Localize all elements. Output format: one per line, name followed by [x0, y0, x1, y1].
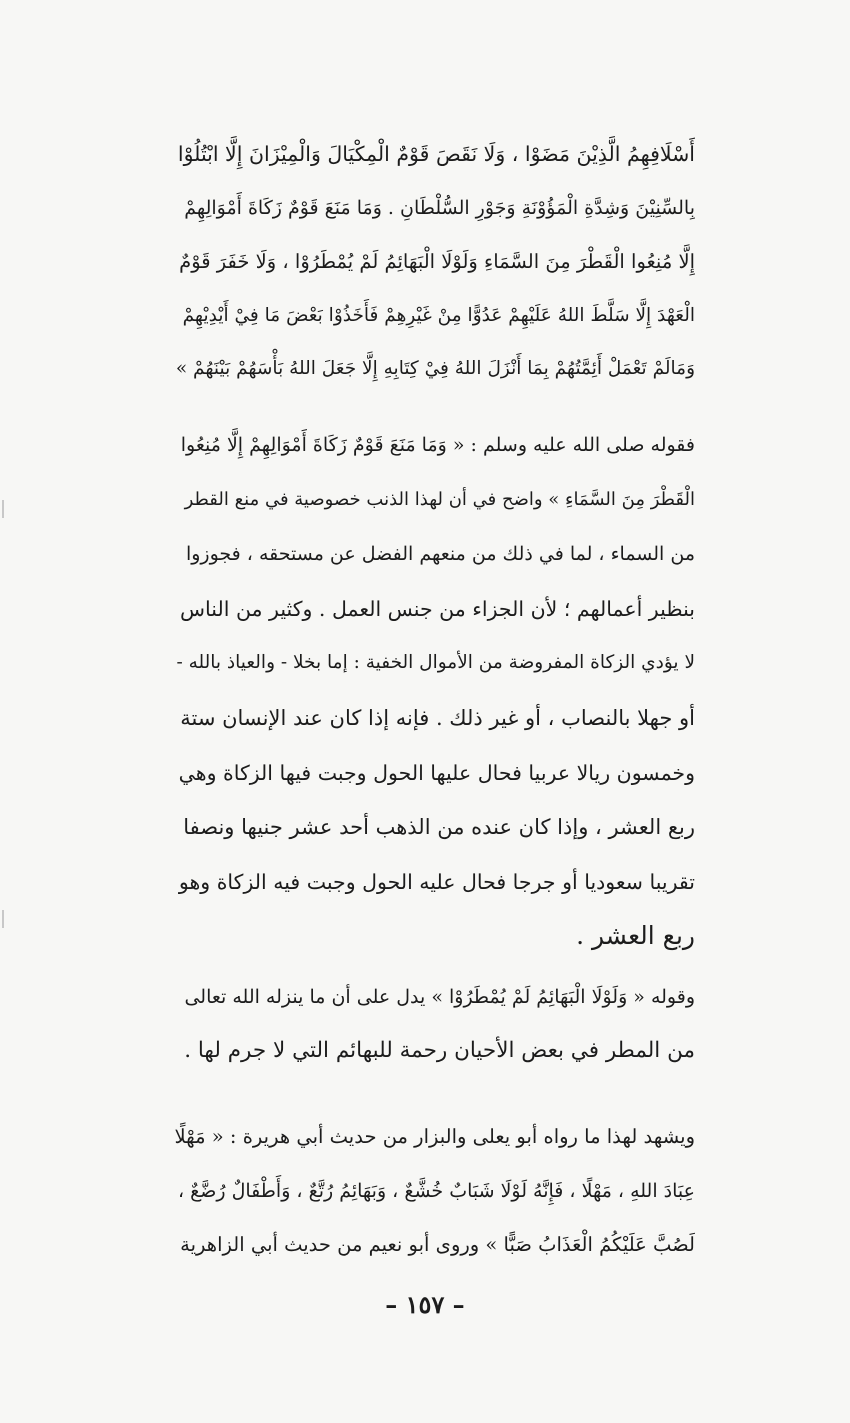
text-line: وَمَالَمْ تَعْمَلْ أَئِمَّتُهُمْ بِمَا أَنْزَلَ اللهُ فِيْ كِتَابِهِ إِلَّا جَعَلَ اللهُ بَأْسَهُمْ بَيْنَهُمْ »: [175, 358, 695, 379]
commentary-paragraph: [175, 418, 695, 964]
text-line: وقوله « وَلَوْلَا الْبَهَائِمُ لَمْ يُمْطَرُوْا » يدل على أن ما ينزله الله تعالى: [184, 986, 695, 1008]
text-line: إِلَّا مُنِعُوا الْقَطْرَ مِنَ السَّمَاءِ وَلَوْلَا الْبَهَائِمُ لَمْ يُمْطَرُوْا ، وَلَا خَفَرَ قَوْمٌ: [179, 250, 695, 273]
text-line: وخمسون ريالا عربيا فحال عليها الحول وجبت فيها الزكاة وهي: [178, 760, 695, 785]
text-line: الْعَهْدَ إِلَّا سَلَّطَ اللهُ عَلَيْهِمْ عَدُوًّا مِنْ غَيْرِهِمْ فَأَخَذُوْا بَعْضَ مَا فِيْ أَيْدِيْهِمْ: [182, 304, 695, 326]
text-line: بنظير أعمالهم ؛ لأن الجزاء من جنس العمل . وكثير من الناس: [180, 596, 695, 621]
text-line: عِبَادَ اللهِ ، مَهْلًا ، فَإِنَّهُ لَوْلَا شَبَابٌ خُشَّعٌ ، وَبَهَائِمُ رُتَّعٌ ، وَأَطْفَالٌ رُضَّعٌ ،: [177, 1180, 695, 1202]
text-line: ربع العشر ، وإذا كان عنده من الذهب أحد عشر جنيها ونصفا: [183, 815, 695, 840]
text-line: ويشهد لهذا ما رواه أبو يعلى والبزار من حديث أبي هريرة : « مَهْلًا: [175, 1125, 695, 1148]
text-line: لا يؤدي الزكاة المفروضة من الأموال الخفية : إما بخلا - والعياذ بالله -: [176, 652, 695, 674]
text-line: من المطر في بعض الأحيان رحمة للبهائم التي لا جرم لها .: [184, 1038, 695, 1063]
hadith-quotation: [175, 128, 695, 396]
text-line: ربع العشر .: [576, 921, 695, 951]
commentary-paragraph: [175, 970, 695, 1078]
scan-margin-mark: [2, 910, 4, 928]
scan-margin-mark: [2, 500, 4, 518]
page-number: – ١٥٧ –: [385, 1290, 465, 1319]
text-line: فقوله صلى الله عليه وسلم : « وَمَا مَنَعَ قَوْمٌ زَكَاةَ أَمْوَالِهِمْ إِلَّا مُنِعُوا: [180, 434, 695, 456]
text-line: بِالسِّنِيْنَ وَشِدَّةِ الْمَؤُوْنَةِ وَجَوْرِ السُّلْطَانِ . وَمَا مَنَعَ قَوْمٌ زَكَاةَ أَمْوَالِهِمْ: [184, 196, 695, 219]
text-line: الْقَطْرَ مِنَ السَّمَاءِ » واضح في أن لهذا الذنب خصوصية في منع القطر: [184, 488, 695, 510]
text-line: من السماء ، لما في ذلك من منعهم الفضل عن مستحقه ، فجوزوا: [185, 543, 695, 566]
text-line: أَسْلَافِهِمُ الَّذِيْنَ مَضَوْا ، وَلَا نَقَصَ قَوْمٌ الْمِكْيَالَ وَالْمِيْزَانَ إِلَّا ابْتُلُوْا: [177, 142, 695, 166]
text-line: تقريبا سعوديا أو جرجا فحال عليه الحول وجبت فيه الزكاة وهو: [178, 869, 695, 894]
commentary-paragraph: [175, 1110, 695, 1272]
text-line: لَصُبَّ عَلَيْكُمُ الْعَذَابُ صَبًّا » وروى أبو نعيم من حديث أبي الزاهرية: [180, 1233, 695, 1256]
text-line: أو جهلا بالنصاب ، أو غير ذلك . فإنه إذا كان عند الإنسان ستة: [180, 705, 695, 730]
